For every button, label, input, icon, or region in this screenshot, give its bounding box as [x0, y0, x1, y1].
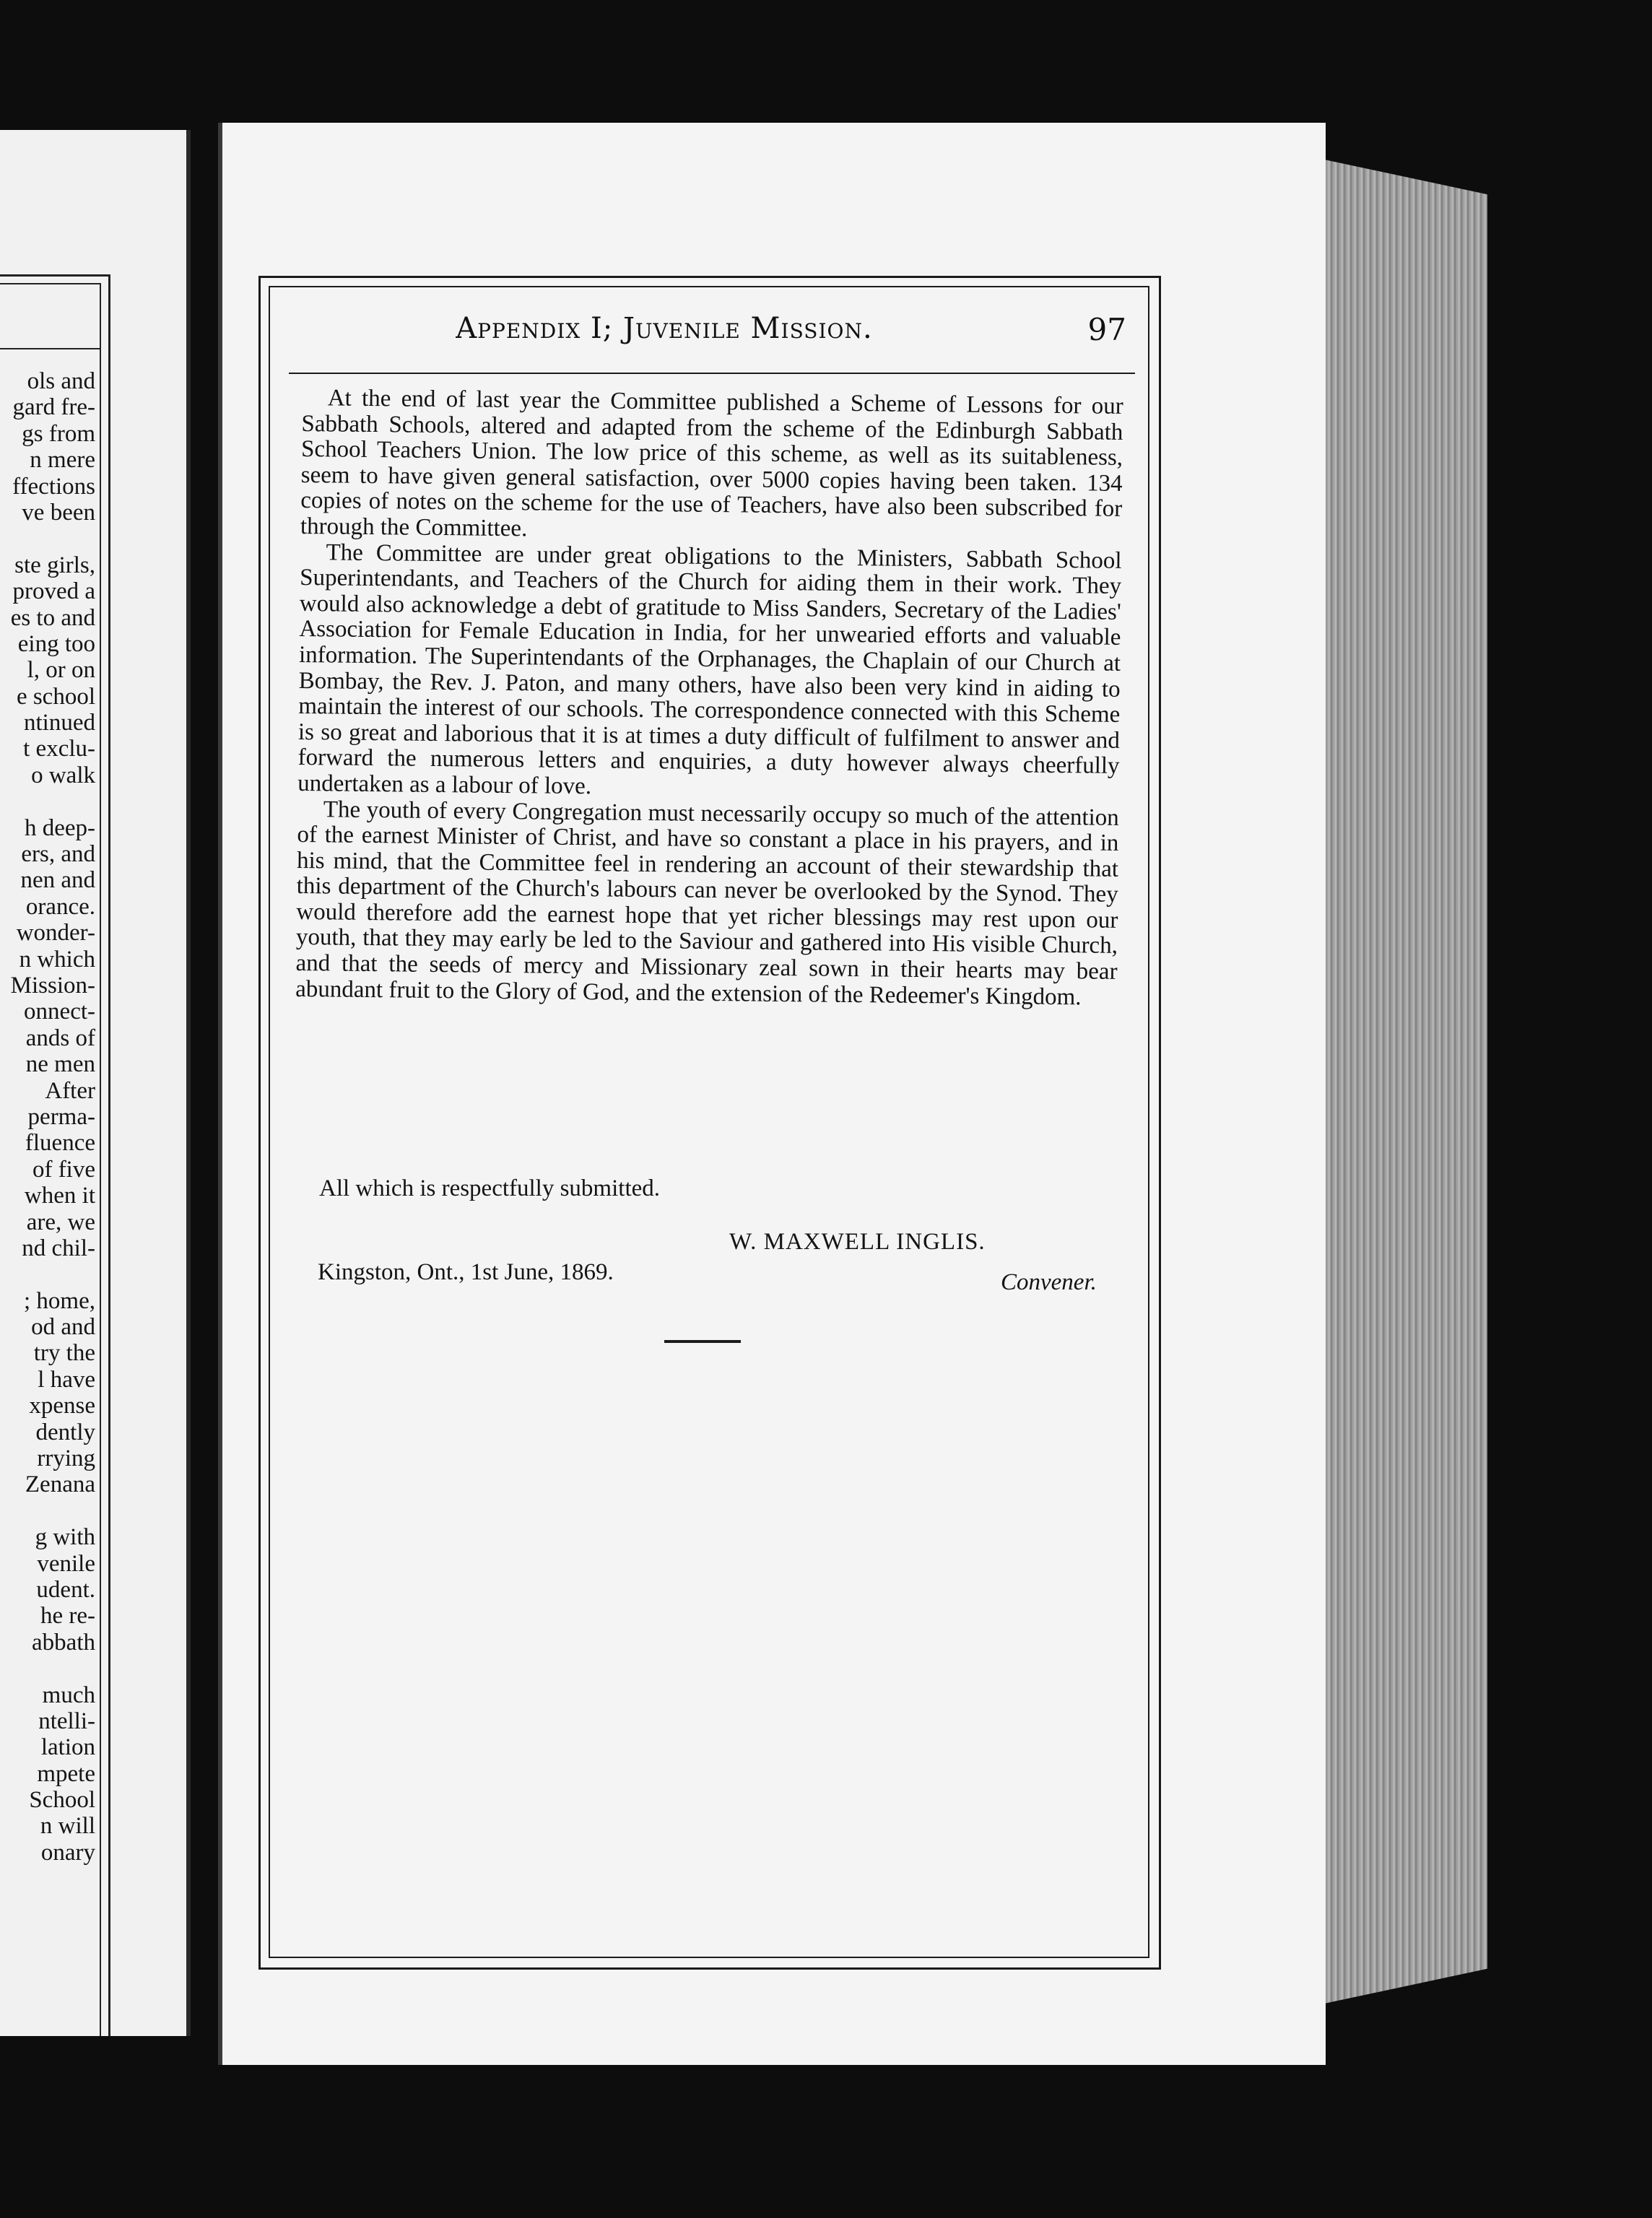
facing-page-line: when it [24, 1183, 95, 1209]
paragraph-youth: The youth of every Congregation must necessarily occupy so much of the attention of the earnest Minister of Christ, and have so constant a place in his prayers, and in his mind, that the Committee feel in rendering an account of their stewardship that this department of the Church's labours can never be overlooked by the Synod. They would therefore add the earnest hope that yet richer blessings may rest upon our youth, that they may early be led to the Saviour and gathered into His visible Church, and that the seeds of mercy and Missionary zeal sown in their hearts may bear abundant fruit to the Glory of God, and the extension of the Redeemer's Kingdom. [295, 796, 1119, 1011]
end-rule [664, 1340, 741, 1343]
facing-page-line: mpete [37, 1760, 95, 1787]
facing-page-line: perma- [27, 1103, 95, 1130]
facing-page-line: lation [40, 1734, 95, 1761]
facing-page-line: gard fre- [12, 394, 95, 421]
facing-page-line: ntelli- [38, 1708, 95, 1734]
paragraph-lessons: At the end of last year the Committee published a Scheme of Lessons for our Sabbath Schools, altered and adapted from the scheme of the Edinburgh Sabbath School Teachers Union. The low price of this scheme, as well as its suitableness, seem to have given general satisfaction, over 5000 copies having been taken. 134 copies of notes on the scheme for the use of Teachers, have also been subscribed for through the Committee. [300, 385, 1123, 542]
facing-page-line: es to and [10, 604, 95, 631]
facing-page-line: rrying [37, 1445, 95, 1472]
facing-page-line: ffections [12, 473, 95, 500]
facing-page-line: dently [35, 1419, 95, 1445]
facing-page-line [0, 1498, 95, 1524]
facing-page-line: orance. [25, 893, 95, 920]
facing-page-line: proved a [12, 578, 95, 605]
facing-page-line: h deep- [24, 814, 95, 841]
facing-page-line: ers, and [21, 841, 95, 868]
facing-page-line: fluence [25, 1130, 95, 1157]
body-text [295, 386, 1123, 1011]
facing-page-line: Zenana [25, 1471, 95, 1498]
signature: W. MAXWELL INGLIS. [729, 1229, 986, 1255]
header-rule [289, 373, 1135, 374]
facing-page-line: Mission- [10, 972, 95, 999]
facing-page-line: e school [16, 683, 95, 710]
facing-page-line: l, or on [27, 657, 95, 684]
facing-page-line: venile [37, 1550, 95, 1577]
page-header [289, 312, 1126, 355]
place-date: Kingston, Ont., 1st June, 1869. [318, 1259, 614, 1285]
facing-page-line: gs from [22, 420, 95, 447]
closing-line: All which is respectfully submitted. [319, 1175, 661, 1201]
facing-page [0, 130, 191, 2036]
facing-page-line: udent. [36, 1576, 95, 1603]
facing-page-line: much [42, 1682, 95, 1708]
facing-page-line: nen and [20, 867, 95, 894]
facing-page-line [0, 1656, 95, 1682]
facing-page-line: onary [40, 1839, 95, 1866]
book-fore-edge [1314, 157, 1487, 2006]
facing-page-line: xpense [29, 1393, 95, 1419]
facing-page-line: o walk [31, 762, 95, 788]
facing-page-line: School [29, 1787, 95, 1814]
facing-page-line: l have [38, 1366, 95, 1393]
facing-page-line: od and [31, 1314, 95, 1341]
facing-page-line: After [45, 1077, 95, 1104]
facing-page-line: abbath [32, 1629, 95, 1656]
facing-page-line: n mere [30, 447, 95, 474]
paragraph-obligations: The Committee are under great obligations to the Ministers, Sabbath School Superintendants, and Teachers of the Church for aiding them in their work. They would also acknowledge a debt of gratitude to Miss Sanders, Secretary of the Ladies' Association for Female Education in India, for her unwearied efforts and valuable information. The Superintendants of the Orphanages, the Chaplain of our Church at Bombay, the Rev. J. Paton, and many others, have also been very kind in aiding to maintain the interest of our schools. The correspondence connected with this Scheme is so great and laborious that it is at times a duty difficult of fulfilment to answer and forward the numerous letters and enquiries, a duty however always cheerfully undertaken as a labour of love. [297, 539, 1122, 800]
facing-page-line: ols and [27, 368, 95, 394]
facing-page-text [0, 368, 95, 1866]
facing-page-line: ; home, [24, 1287, 95, 1314]
facing-page-line: ntinued [24, 710, 95, 736]
running-head: Appendix I; Juvenile Mission. [456, 312, 873, 345]
facing-page-line [0, 788, 95, 814]
signatory-role: Convener. [1001, 1269, 1097, 1295]
facing-page-line: ste girls, [14, 552, 95, 578]
facing-page-line: ands of [25, 1025, 95, 1051]
facing-page-line: n which [19, 946, 95, 973]
page-number: 97 [1087, 312, 1126, 347]
facing-page-line: g with [35, 1524, 95, 1551]
facing-page-line: wonder- [16, 920, 95, 947]
facing-page-line: eing too [17, 630, 95, 657]
facing-page-line: onnect- [24, 999, 95, 1025]
facing-page-line: ve been [22, 499, 95, 526]
facing-page-line: ne men [25, 1051, 95, 1078]
facing-page-line: t exclu- [23, 736, 95, 762]
facing-page-line: he re- [40, 1603, 95, 1630]
facing-page-line: nd chil- [22, 1235, 95, 1261]
facing-page-line [0, 526, 95, 552]
facing-page-line: are, we [26, 1209, 95, 1235]
facing-page-line [0, 1261, 95, 1287]
facing-page-line: n will [40, 1813, 95, 1840]
facing-page-line: try the [33, 1340, 95, 1367]
facing-page-header-rule [0, 348, 100, 349]
facing-page-line: of five [32, 1156, 95, 1183]
